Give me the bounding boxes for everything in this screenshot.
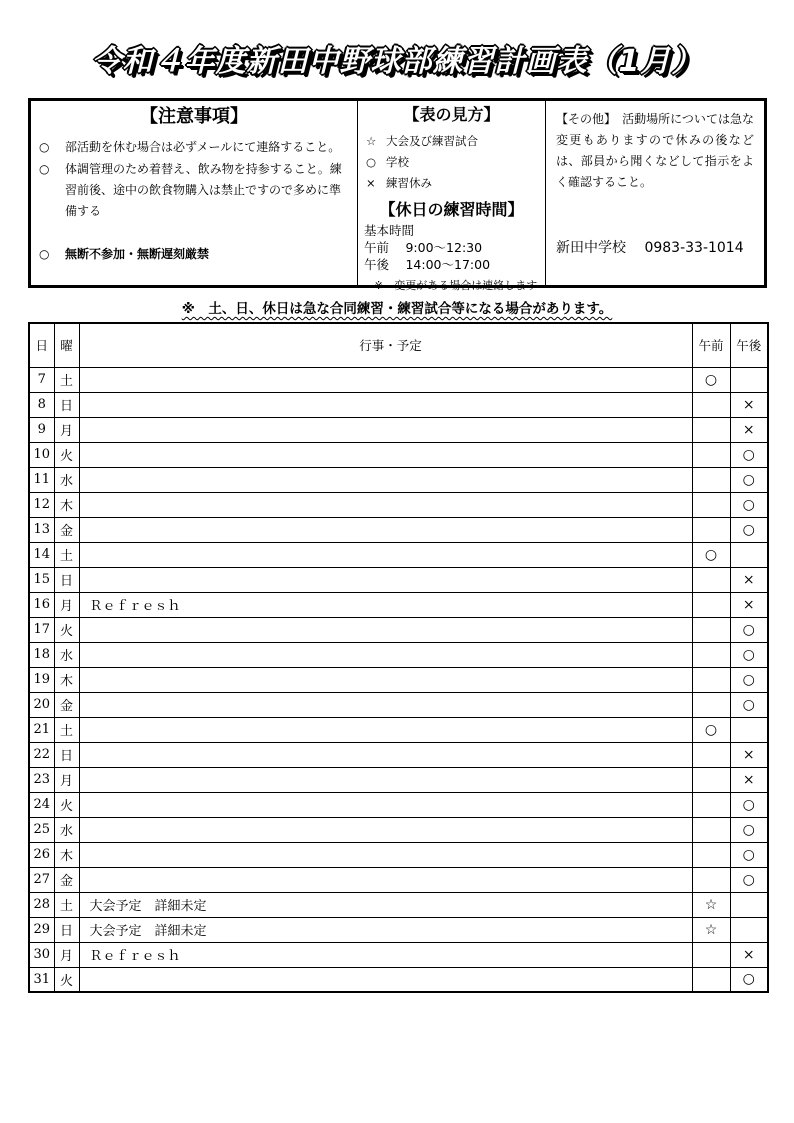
weekday-cell: 水	[54, 817, 79, 842]
table-row	[29, 692, 768, 717]
weekday-cell: 日	[54, 567, 79, 592]
note-text: 無断不参加・無断遅刻厳禁	[65, 247, 210, 261]
event-cell	[79, 542, 692, 567]
note-marker: ○	[39, 247, 50, 261]
event-cell	[79, 417, 692, 442]
legend-list	[364, 131, 539, 194]
table-row	[29, 467, 768, 492]
day-cell: 23	[29, 767, 54, 792]
day-cell: 12	[29, 492, 54, 517]
event-cell	[79, 967, 692, 992]
am-cell	[692, 867, 730, 892]
weekday-cell: 月	[54, 592, 79, 617]
am-cell: ☆	[692, 892, 730, 917]
weekday-cell: 月	[54, 767, 79, 792]
day-cell: 26	[29, 842, 54, 867]
event-cell: Ｒｅｆｒｅｓｈ	[79, 942, 692, 967]
table-row	[29, 742, 768, 767]
day-cell: 7	[29, 367, 54, 392]
am-cell: ☆	[692, 917, 730, 942]
event-cell	[79, 817, 692, 842]
weekday-cell: 金	[54, 867, 79, 892]
weekday-cell: 金	[54, 692, 79, 717]
weekday-cell: 火	[54, 967, 79, 992]
pm-cell: ×	[730, 567, 768, 592]
header-row	[29, 323, 768, 367]
holiday-hours-line: 基本時間	[364, 223, 415, 238]
event-cell	[79, 642, 692, 667]
day-cell: 10	[29, 442, 54, 467]
table-row	[29, 767, 768, 792]
legend-item	[364, 152, 539, 173]
day-cell: 22	[29, 742, 54, 767]
pm-cell: ○	[730, 867, 768, 892]
other-text: 活動場所については急な変更もありますので休みの後などは、部員から聞くなどして指示をよく確認すること。	[556, 112, 754, 189]
event-cell	[79, 717, 692, 742]
am-cell	[692, 942, 730, 967]
other-heading: 【その他】	[556, 112, 611, 126]
day-cell: 9	[29, 417, 54, 442]
am-cell	[692, 517, 730, 542]
schedule-table	[28, 322, 769, 993]
header-event: 行事・予定	[79, 323, 692, 367]
am-cell	[692, 667, 730, 692]
table-row	[29, 517, 768, 542]
holiday-hours-line: 午前 9:00～12:30	[364, 240, 483, 255]
weekday-cell: 火	[54, 792, 79, 817]
day-cell: 27	[29, 867, 54, 892]
day-cell: 11	[29, 467, 54, 492]
info-box	[28, 98, 767, 292]
pm-cell: ×	[730, 392, 768, 417]
day-cell: 29	[29, 917, 54, 942]
note-text: 部活動を休む場合は必ずメールにて連絡すること。	[65, 140, 341, 154]
notes-section	[31, 101, 358, 285]
legend-text: 練習休み	[386, 176, 432, 190]
am-cell: ○	[692, 367, 730, 392]
table-row	[29, 542, 768, 567]
am-cell	[692, 692, 730, 717]
am-cell	[692, 417, 730, 442]
page-title: 令和４年度新田中野球部練習計画表（1月）	[91, 44, 703, 79]
day-cell: 30	[29, 942, 54, 967]
am-cell	[692, 442, 730, 467]
weekday-cell: 水	[54, 642, 79, 667]
event-cell	[79, 742, 692, 767]
am-cell: ○	[692, 717, 730, 742]
weekday-cell: 火	[54, 617, 79, 642]
note-item	[39, 244, 349, 265]
table-row	[29, 592, 768, 617]
day-cell: 20	[29, 692, 54, 717]
day-cell: 13	[29, 517, 54, 542]
table-row	[29, 817, 768, 842]
pm-cell	[730, 367, 768, 392]
pm-cell: ○	[730, 817, 768, 842]
day-cell: 21	[29, 717, 54, 742]
pm-cell: ×	[730, 417, 768, 442]
pm-cell: ○	[730, 442, 768, 467]
weekday-cell: 土	[54, 717, 79, 742]
header-am: 午前	[692, 323, 730, 367]
table-row	[29, 642, 768, 667]
pm-cell: ○	[730, 967, 768, 992]
am-cell	[692, 817, 730, 842]
event-cell	[79, 467, 692, 492]
am-cell	[692, 492, 730, 517]
table-row	[29, 392, 768, 417]
am-cell: ○	[692, 542, 730, 567]
day-cell: 24	[29, 792, 54, 817]
am-cell	[692, 592, 730, 617]
event-cell: 大会予定 詳細未定	[79, 892, 692, 917]
table-row	[29, 842, 768, 867]
event-cell	[79, 567, 692, 592]
weekday-cell: 月	[54, 942, 79, 967]
event-cell	[79, 692, 692, 717]
note-marker: ○	[39, 140, 50, 154]
note-item	[39, 159, 349, 222]
am-cell	[692, 567, 730, 592]
day-cell: 8	[29, 392, 54, 417]
legend-marker: ×	[366, 176, 376, 190]
weekday-cell: 木	[54, 667, 79, 692]
day-cell: 14	[29, 542, 54, 567]
event-cell	[79, 617, 692, 642]
event-cell	[79, 867, 692, 892]
table-row	[29, 667, 768, 692]
pm-cell: ○	[730, 692, 768, 717]
weekday-cell: 金	[54, 517, 79, 542]
am-cell	[692, 742, 730, 767]
pm-cell: ○	[730, 517, 768, 542]
pm-cell: ○	[730, 642, 768, 667]
table-row	[29, 717, 768, 742]
pm-cell	[730, 542, 768, 567]
weekday-cell: 日	[54, 392, 79, 417]
note-marker: ○	[39, 162, 50, 176]
weekday-cell: 日	[54, 917, 79, 942]
weekday-cell: 木	[54, 492, 79, 517]
other-section	[546, 101, 764, 285]
header-pm: 午後	[730, 323, 768, 367]
event-cell: 大会予定 詳細未定	[79, 917, 692, 942]
table-row	[29, 417, 768, 442]
am-cell	[692, 392, 730, 417]
weekday-cell: 月	[54, 417, 79, 442]
notes-list	[39, 137, 349, 265]
weekday-cell: 土	[54, 542, 79, 567]
weekday-cell: 土	[54, 892, 79, 917]
legend-section	[358, 101, 546, 292]
day-cell: 28	[29, 892, 54, 917]
table-row	[29, 917, 768, 942]
school-contact: 新田中学校 0983-33-1014	[556, 240, 744, 256]
event-cell	[79, 792, 692, 817]
weekday-cell: 火	[54, 442, 79, 467]
pm-cell: ○	[730, 667, 768, 692]
am-cell	[692, 792, 730, 817]
notice-text: ※ 土、日、休日は急な合同練習・練習試合等になる場合があります。	[181, 301, 613, 317]
pm-cell	[730, 892, 768, 917]
table-row	[29, 942, 768, 967]
legend-item	[364, 173, 539, 194]
event-cell	[79, 442, 692, 467]
legend-marker: ○	[366, 155, 377, 169]
legend-text: 大会及び練習試合	[386, 134, 478, 148]
table-row	[29, 567, 768, 592]
event-cell	[79, 367, 692, 392]
pm-cell: ○	[730, 792, 768, 817]
pm-cell: ×	[730, 592, 768, 617]
day-cell: 15	[29, 567, 54, 592]
table-row	[29, 792, 768, 817]
am-cell	[692, 967, 730, 992]
table-row	[29, 492, 768, 517]
pm-cell: ○	[730, 617, 768, 642]
pm-cell: ○	[730, 842, 768, 867]
day-cell: 17	[29, 617, 54, 642]
note-item	[39, 137, 349, 158]
holiday-hours-line: 午後 14:00～17:00	[364, 257, 491, 272]
holiday-hours-heading: 【休日の練習時間】	[379, 200, 524, 219]
weekday-cell: 土	[54, 367, 79, 392]
legend-marker: ☆	[366, 134, 377, 148]
pm-cell: ×	[730, 942, 768, 967]
pm-cell: ×	[730, 767, 768, 792]
am-cell	[692, 642, 730, 667]
day-cell: 19	[29, 667, 54, 692]
holiday-hours-note: ※ 変更がある場合は連絡します	[374, 279, 538, 292]
pm-cell: ×	[730, 742, 768, 767]
table-row	[29, 967, 768, 992]
event-cell	[79, 492, 692, 517]
weekday-cell: 木	[54, 842, 79, 867]
day-cell: 25	[29, 817, 54, 842]
table-row	[29, 442, 768, 467]
day-cell: 16	[29, 592, 54, 617]
event-cell	[79, 392, 692, 417]
header-day: 日	[29, 323, 54, 367]
other-paragraph	[556, 109, 754, 193]
schedule-table-head	[29, 323, 768, 367]
table-row	[29, 367, 768, 392]
event-cell: Ｒｅｆｒｅｓｈ	[79, 592, 692, 617]
legend-heading: 【表の見方】	[403, 105, 500, 124]
schedule-table-body	[29, 367, 768, 992]
table-row	[29, 892, 768, 917]
pm-cell: ○	[730, 492, 768, 517]
event-cell	[79, 667, 692, 692]
am-cell	[692, 467, 730, 492]
am-cell	[692, 842, 730, 867]
event-cell	[79, 842, 692, 867]
day-cell: 18	[29, 642, 54, 667]
holiday-hours-lines	[364, 222, 539, 273]
pm-cell	[730, 717, 768, 742]
day-cell: 31	[29, 967, 54, 992]
am-cell	[692, 617, 730, 642]
legend-text: 学校	[386, 155, 409, 169]
weekday-cell: 水	[54, 467, 79, 492]
event-cell	[79, 767, 692, 792]
pm-cell	[730, 917, 768, 942]
notice-line	[0, 297, 794, 317]
note-text: 体調管理のため着替え、飲み物を持参すること。練習前後、途中の飲食物購入は禁止ですので多めに準備する	[65, 162, 342, 218]
notes-heading: 【注意事項】	[140, 106, 248, 127]
weekday-cell: 日	[54, 742, 79, 767]
am-cell	[692, 767, 730, 792]
legend-item	[364, 131, 539, 152]
table-row	[29, 867, 768, 892]
pm-cell: ○	[730, 467, 768, 492]
header-weekday: 曜	[54, 323, 79, 367]
event-cell	[79, 517, 692, 542]
table-row	[29, 617, 768, 642]
